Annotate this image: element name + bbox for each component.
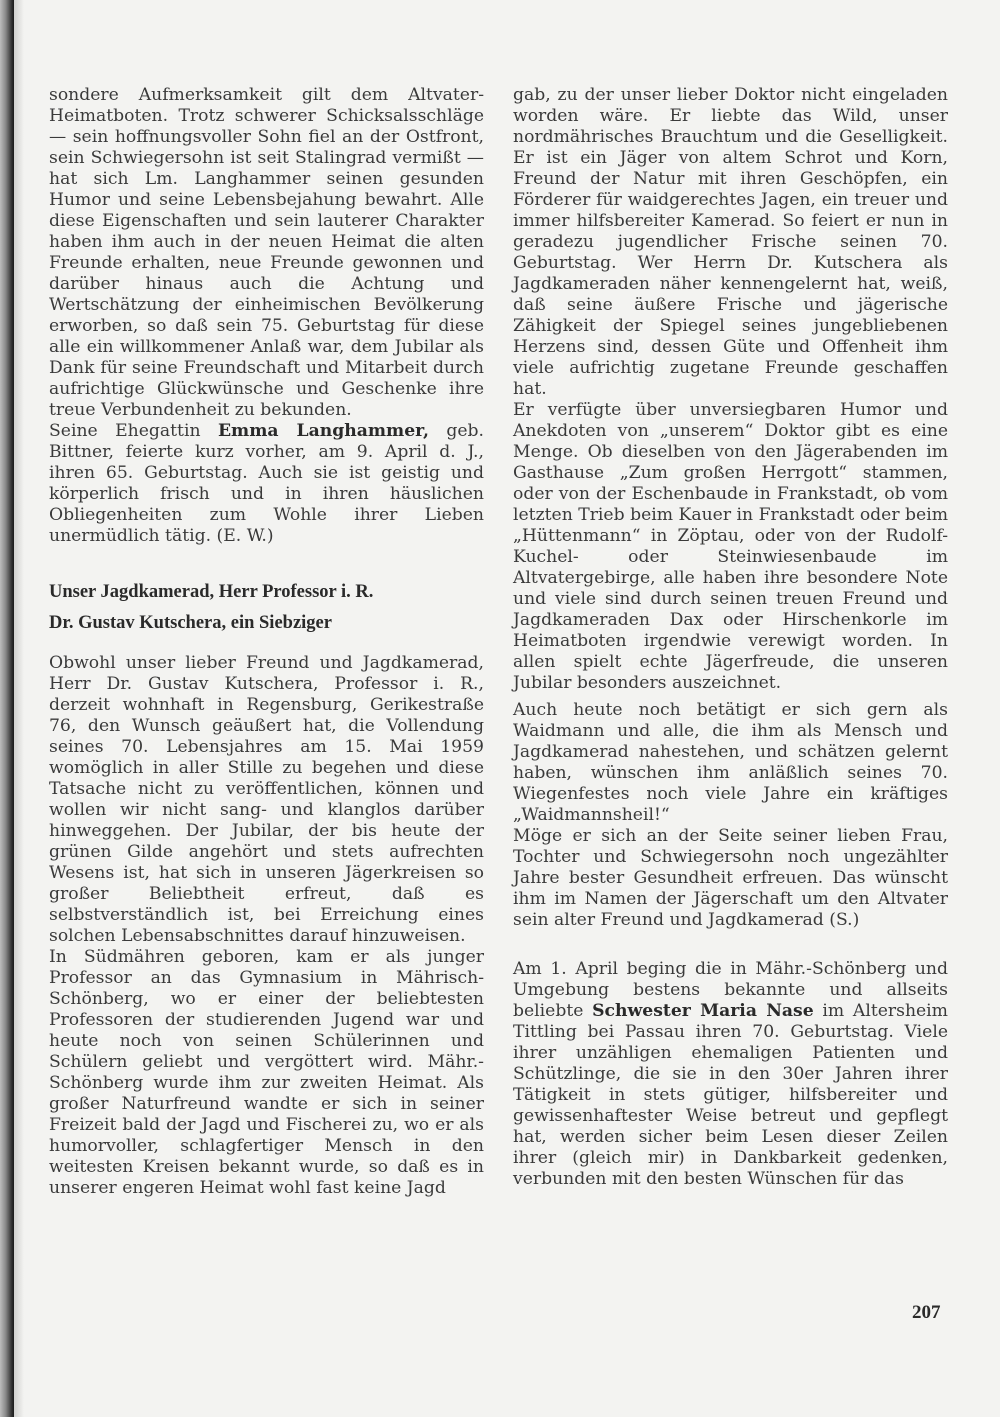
heading-line-2: Dr. Gustav Kutschera, ein Siebziger	[49, 613, 332, 633]
heading-line-1: Unser Jagdkamerad, Herr Professor i. R.	[49, 582, 374, 602]
page-number: 207	[912, 1302, 941, 1323]
paragraph-text: Am 1. April beging die in Mähr.-Schönberg und Umgebung bestens bekannte und allseits beliebte	[513, 959, 948, 1021]
paragraph-text: Seine Ehegattin	[49, 421, 218, 441]
paragraph-text: im Altersheim Tittling bei Passau ihren 70. Geburtstag. Viele ihrer unzähligen ehemaligen Patienten und Schützlinge, die sie in den 30er Jahren ihrer Tätigkeit in stets gütiger, hilfsbereiter und gewissenhaftester Weise betreut und gepflegt hat, werden sicher beim Lesen dieser Zeilen ihrer (gleich mir) in Dankbarkeit gedenken, verbunden mit den besten Wünschen für das	[513, 1001, 948, 1189]
right-column	[513, 85, 948, 1190]
paragraph-maria-nase	[513, 959, 948, 1190]
paragraph-emma-langhammer	[49, 421, 484, 547]
paragraph-langhammer-tribute: sondere Aufmerksamkeit gilt dem Altvater-Heimatboten. Trotz schwerer Schicksalsschläge — sein hoffnungsvoller Sohn fiel an der Ostfront, sein Schwiegersohn ist seit Stalingrad vermißt — hat sich Lm. Langhammer seinen gesunden Humor und seine Lebensbejahung bewahrt. Alle diese Eigenschaften und sein lauterer Charakter haben ihm auch in der neuen Heimat die alten Freunde erhalten, neue Freunde gewonnen und darüber hinaus auch die Achtung und Wertschätzung der einheimischen Bevölkerung erworben, so daß sein 75. Geburtstag für diese alle ein willkommener Anlaß war, dem Jubilar als Dank für seine Freundschaft und Mitarbeit durch aufrichtige Glückwünsche und Geschenke ihre treue Verbundenheit zu bekunden.	[49, 85, 484, 420]
paragraph-kutschera-hunter: gab, zu der unser lieber Doktor nicht eingeladen worden wäre. Er liebte das Wild, unser nordmährisches Brauchtum und die Geselligkeit. Er ist ein Jäger von altem Schrot und Korn, Freund der Natur mit ihren Geschöpfen, ein Förderer für waidgerechtes Jagen, ein treuer und immer hilfsbereiter Kamerad. So feiert er nun in geradezu jugendlicher Frische seinen 70. Geburtstag. Wer Herrn Dr. Kutschera als Jagdkameraden näher kennengelernt hat, weiß, daß seine äußere Frische und jägerische Zähigkeit der Spiegel seines jungebliebenen Herzens sind, dessen Güte und Offenheit ihm viele aufrichtig zugetane Freunde geschaffen hat.	[513, 85, 948, 399]
bold-name-maria-nase: Schwester Maria Nase	[592, 1001, 814, 1021]
paragraph-kutschera-biography: In Südmähren geboren, kam er als junger Professor an das Gymnasium in Mährisch-Schönberg, wo er einer der beliebtesten Professoren der studierenden Jugend war und heute noch von seinen Schülerinnen und Schülern geliebt und vergöttert wird. Mähr.-Schönberg wurde ihm zur zweiten Heimat. Als großer Naturfreund wandte er sich in seiner Freizeit bald der Jagd und Fischerei zu, wo er als humorvoller, schlagfertiger Mensch in den weitesten Kreisen bekannt wurde, so daß es in unserer engeren Heimat wohl fast keine Jagd	[49, 947, 484, 1198]
paragraph-kutschera-wishes: Auch heute noch betätigt er sich gern als Waidmann und alle, die ihm als Mensch und Jagdkamerad nahestehen, und schätzen gelernt haben, wünschen ihm anläßlich seines 70. Wiegenfestes noch viele Jahre ein kräftiges „Waidmannsheil!“	[513, 700, 948, 825]
page-binding-edge	[0, 0, 14, 1417]
page-binding-shadow	[14, 0, 24, 1417]
left-column	[49, 85, 484, 1199]
paragraph-kutschera-anecdotes: Er verfügte über unversiegbaren Humor und Anekdoten von „unserem“ Doktor gibt es eine Menge. Ob dieselben von den Jägerabenden im Gasthause „Zum großen Herrgott“ stammen, oder von der Eschenbaude in Frankstadt, ob vom letzten Trieb beim Kauer in Frankstadt oder beim „Hüttenmann“ in Zöptau, oder von der Rudolf-Kuchel- oder Steinwiesenbaude im Altvatergebirge, alle haben ihre besondere Note und viele sind durch seinen treuen Freund und Jagdkameraden Dax oder Hirschenkorle im Heimatboten irgendwie verewigt worden. In allen spielt echte Jägerfreude, die unseren Jubilar besonders auszeichnet.	[513, 400, 948, 693]
paragraph-text: geb. Bittner, feierte kurz vorher, am 9. April d. J., ihren 65. Geburtstag. Auch sie ist geistig und körperlich frisch und in ihren häuslichen Obliegenheiten zum Wohle ihrer Lieben unermüdlich tätig. (E. W.)	[49, 421, 485, 546]
bold-name-emma-langhammer: Emma Langhammer,	[217, 421, 429, 441]
paragraph-kutschera-closing: Möge er sich an der Seite seiner lieben Frau, Tochter und Schwiegersohn noch ungezählter Jahre bester Gesundheit erfreuen. Das wünscht ihm im Namen der Jägerschaft um den Altvater sein alter Freund und Jagdkamerad (S.)	[513, 826, 948, 930]
paragraph-kutschera-intro: Obwohl unser lieber Freund und Jagdkamerad, Herr Dr. Gustav Kutschera, Professor i. R., derzeit wohnhaft in Regensburg, Gerikestraße 76, den Wunsch geäußert hat, die Vollendung seines 70. Lebensjahres am 15. Mai 1959 womöglich in aller Stille zu begehen und diese Tatsache nicht zu veröffentlichen, können und wollen wir nicht sang- und klanglos darüber hinweggehen. Der Jubilar, der bis heute der grünen Gilde angehört und stets aufrechten Wesens ist, hat sich in unseren Jägerkreisen so großer Beliebtheit erfreut, daß es selbstverständlich ist, bei Erreichung eines solchen Lebensabschnittes darauf hinzuweisen.	[49, 653, 484, 946]
article-heading-kutschera	[49, 577, 484, 639]
